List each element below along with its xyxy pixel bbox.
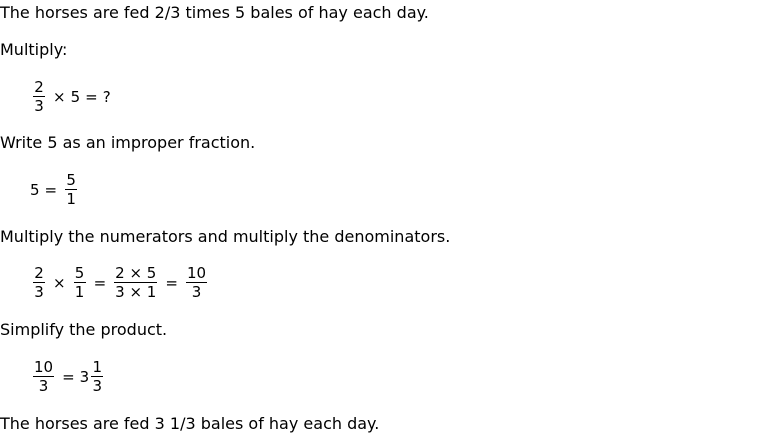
denominator: 1: [66, 190, 76, 208]
denominator: 3: [34, 97, 44, 115]
whole-number: 5: [30, 180, 40, 199]
unknown-result: ?: [102, 87, 111, 106]
fraction-five-over-one: [65, 172, 77, 207]
numerator: 2: [34, 264, 44, 282]
numerator: 1: [92, 358, 102, 376]
denominator: 3: [34, 283, 44, 301]
equals-sign: =: [44, 180, 58, 199]
conclusion-text: The horses are fed 3 1/3 bales of hay each day.: [0, 414, 380, 433]
step2-heading: Write 5 as an improper fraction.: [0, 133, 256, 152]
equation-multiply-fractions: [30, 265, 210, 300]
step4-heading: Simplify the product.: [0, 320, 168, 339]
equals-sign: =: [93, 273, 107, 292]
times-sign: ×: [53, 87, 66, 106]
fraction-result: [186, 265, 207, 300]
numerator: 5: [74, 264, 85, 282]
equation-multiply: [30, 79, 111, 114]
equation-simplify: [30, 359, 106, 394]
equals-sign: =: [62, 367, 75, 386]
step3-heading: Multiply the numerators and multiply the denominators.: [0, 227, 451, 246]
denominator: 1: [74, 283, 85, 301]
factor: 5: [70, 87, 81, 106]
denominator: 3: [191, 283, 202, 301]
fraction-improper: [33, 359, 54, 394]
equation-improper-fraction: [30, 172, 80, 207]
denominator: 3 × 1: [115, 283, 157, 301]
numerator: 2: [34, 78, 44, 96]
step1-heading: Multiply:: [0, 40, 68, 59]
denominator: 3: [38, 377, 49, 395]
times-sign: ×: [53, 273, 66, 292]
fraction-a: [33, 265, 45, 300]
fraction-b: [74, 265, 86, 300]
numerator: 10: [186, 264, 207, 282]
denominator: 3: [92, 377, 102, 395]
numerator: 5: [66, 171, 76, 189]
equals-sign: =: [165, 273, 178, 292]
fraction-mixed-part: [91, 359, 103, 394]
mixed-whole: 3: [79, 367, 90, 386]
fraction-product: [114, 265, 157, 300]
numerator: 10: [34, 358, 54, 376]
numerator: 2 × 5: [115, 264, 157, 282]
fraction-two-thirds: [33, 79, 45, 114]
equals-sign: =: [85, 87, 98, 106]
intro-text: The horses are fed 2/3 times 5 bales of hay each day.: [0, 3, 429, 22]
